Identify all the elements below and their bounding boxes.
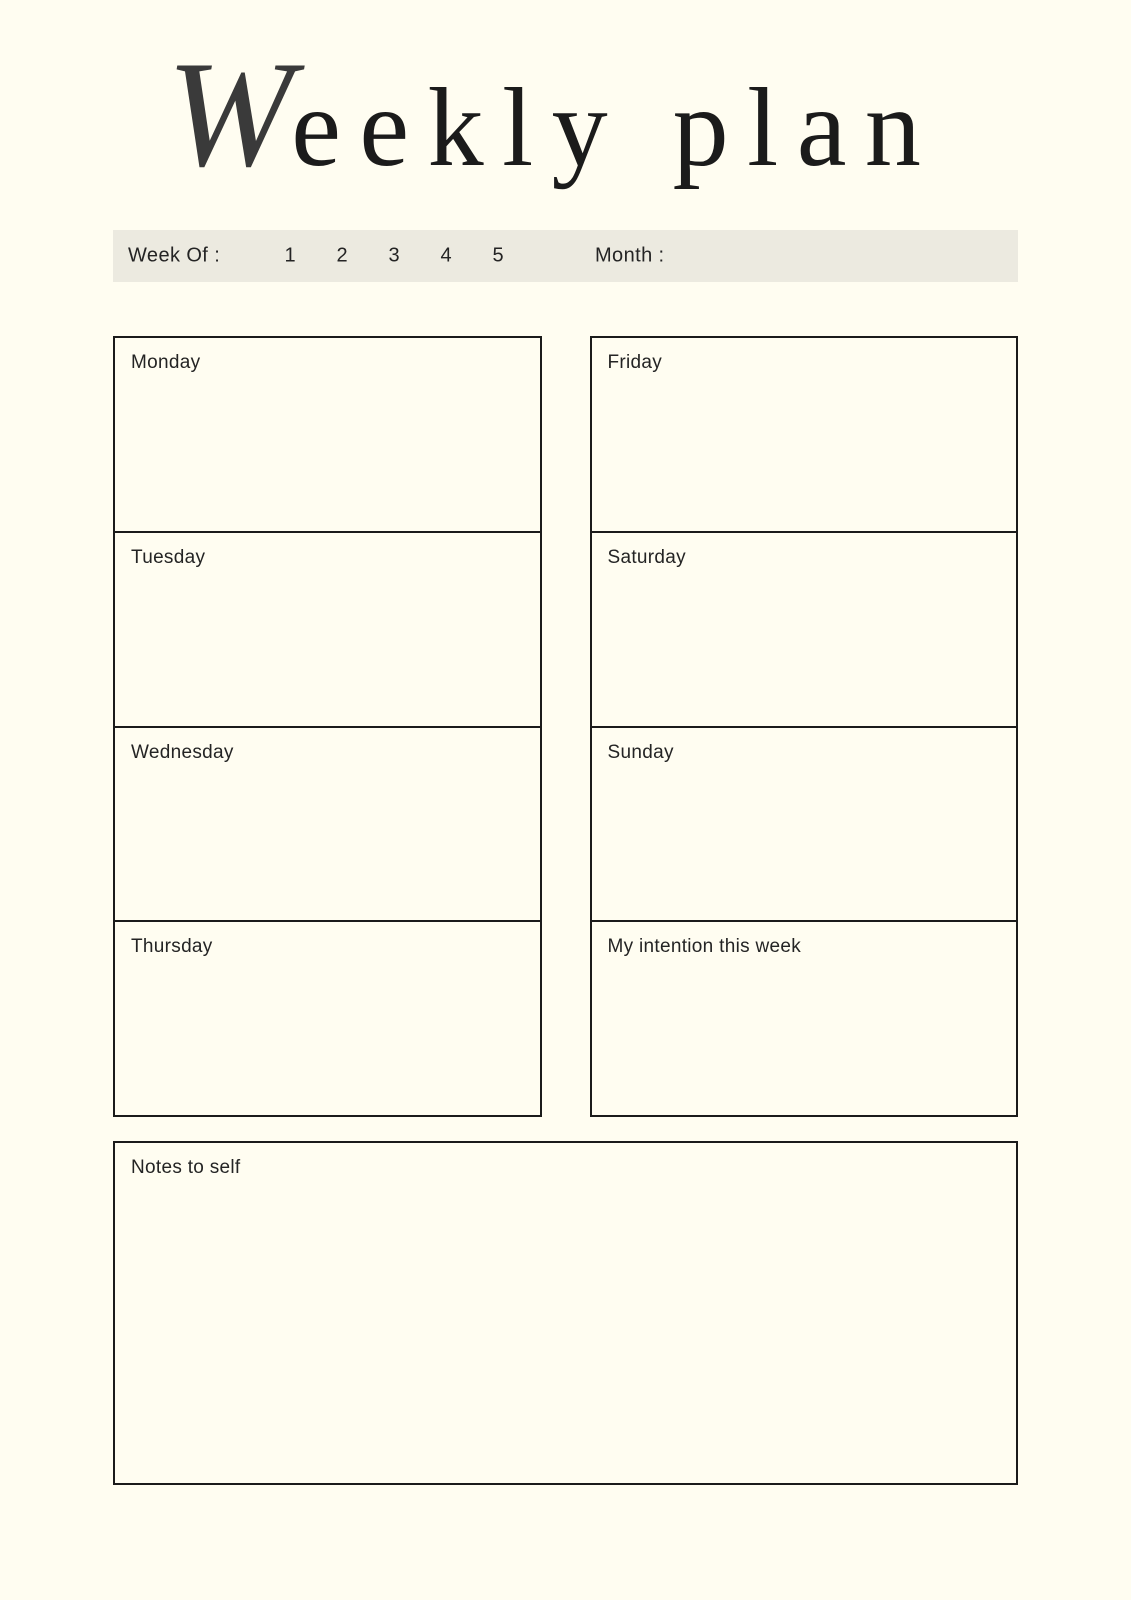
day-cell-saturday[interactable] <box>592 531 1017 726</box>
day-cell-thursday[interactable] <box>115 920 540 1115</box>
week-number-5[interactable]: 5 <box>492 244 504 267</box>
day-label-tuesday: Tuesday <box>131 546 206 568</box>
intention-label: My intention this week <box>607 936 802 958</box>
week-number-3[interactable]: 3 <box>388 244 400 267</box>
day-column-right <box>590 336 1019 1117</box>
day-label-thursday: Thursday <box>131 936 213 958</box>
day-entry-tuesday[interactable] <box>123 577 532 718</box>
day-cell-sunday[interactable] <box>592 726 1017 921</box>
notes-label: Notes to self <box>131 1157 241 1178</box>
day-entry-sunday[interactable] <box>600 772 1009 913</box>
day-column-left <box>113 336 542 1117</box>
week-of-label: Week Of : <box>128 244 221 267</box>
notes-entry-area[interactable] <box>123 1187 1008 1475</box>
day-entry-monday[interactable] <box>123 382 532 523</box>
day-cell-monday[interactable] <box>115 338 540 531</box>
title-rest: eekly plan <box>291 66 940 190</box>
page-header <box>0 0 1131 230</box>
day-entry-thursday[interactable] <box>123 966 532 1107</box>
page-title <box>0 30 1106 198</box>
month-value-area[interactable] <box>669 230 1109 282</box>
week-number-4[interactable]: 4 <box>440 244 452 267</box>
day-label-saturday: Saturday <box>607 546 686 568</box>
day-label-wednesday: Wednesday <box>131 741 234 763</box>
week-number-list <box>284 245 504 268</box>
day-cell-friday[interactable] <box>592 338 1017 531</box>
intention-entry[interactable] <box>600 966 1009 1107</box>
day-entry-wednesday[interactable] <box>123 772 532 913</box>
title-initial: W <box>166 30 288 198</box>
day-cell-wednesday[interactable] <box>115 726 540 921</box>
day-label-monday: Monday <box>131 352 201 373</box>
day-grid <box>113 336 1018 1117</box>
day-label-sunday: Sunday <box>607 741 674 763</box>
month-label: Month : <box>595 244 665 267</box>
intention-cell[interactable] <box>592 920 1017 1115</box>
day-entry-saturday[interactable] <box>600 577 1009 718</box>
day-label-friday: Friday <box>607 352 663 373</box>
notes-box[interactable] <box>113 1141 1018 1485</box>
week-header-bar <box>113 230 1018 282</box>
week-number-1[interactable]: 1 <box>284 244 296 267</box>
day-cell-tuesday[interactable] <box>115 531 540 726</box>
week-number-2[interactable]: 2 <box>336 244 348 267</box>
day-entry-friday[interactable] <box>600 382 1009 523</box>
